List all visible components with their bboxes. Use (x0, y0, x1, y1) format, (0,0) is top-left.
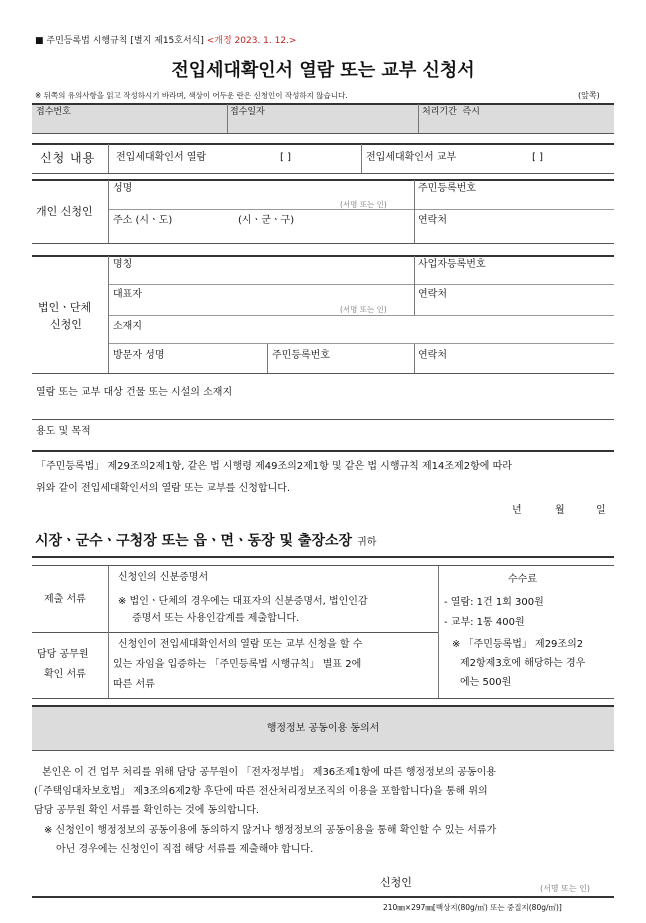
option-view: 전입세대확인서 열람 (116, 152, 207, 163)
page-title: 전입세대확인서 열람 또는 교부 신청서 (171, 60, 475, 81)
verify-docs-line-3: 따른 서류 (113, 679, 155, 690)
submit-docs-label: 제출 서류 (44, 594, 86, 605)
date-month-label: 월 (555, 505, 565, 516)
corporate-section-label-2: 신청인 (50, 318, 82, 331)
processing-period-label: 처리기간 즉시 (422, 107, 480, 117)
individual-section-label: 개인 신청인 (36, 205, 93, 218)
representative-label: 대표자 (113, 289, 142, 300)
target-building-label: 열람 또는 교부 대상 건물 또는 시설의 소재지 (36, 387, 233, 398)
visitor-rrn-label: 주민등록번호 (272, 350, 330, 361)
corporate-brn-label: 사업자등록번호 (418, 259, 486, 270)
bullet: ■ (35, 36, 44, 46)
corporate-location-label: 소재지 (113, 321, 142, 332)
fee-line-2: - 교부: 1통 400원 (444, 617, 525, 628)
form-reference (35, 37, 296, 46)
submit-docs-line-1: 신청인의 신분증명서 (118, 572, 209, 583)
addressee (35, 532, 376, 548)
individual-address-label: 주소 (시ㆍ도) (113, 215, 173, 226)
page-side: (앞쪽) (578, 91, 600, 100)
fee-line-5: 에는 500원 (460, 677, 512, 688)
receipt-row (32, 103, 614, 134)
addressee-title: 시장ㆍ군수ㆍ구청장 또는 읍ㆍ면ㆍ동장 및 출장소장 (35, 533, 353, 549)
consent-note-line-1: ※ 신청인이 행정정보의 공동이용에 동의하지 않거나 행정정보의 공동이용을 통해 확인할 수 있는 서류가 (44, 825, 497, 836)
law-reference: 주민등록법 시행규칙 [별지 제15호서식] (46, 36, 204, 46)
individual-sign-hint: (서명 또는 인) (340, 200, 387, 209)
consent-applicant-label: 신청인 (380, 876, 412, 889)
individual-rrn-label: 주민등록번호 (418, 183, 476, 194)
request-label: 신청 내용 (40, 151, 96, 165)
consent-title: 행정정보 공동이용 동의서 (266, 723, 380, 734)
consent-sign-hint: (서명 또는 인) (540, 884, 590, 893)
processing-period-value: 즉시 (462, 107, 480, 117)
verify-docs-line-2: 있는 자임을 입증하는 「주민등록법 시행규칙」 별표 2에 (113, 659, 362, 670)
fee-line-4: 제2항제3호에 해당하는 경우 (460, 658, 586, 669)
revision-date: <개정 2023. 1. 12.> (206, 36, 297, 46)
verify-docs-line-1: 신청인이 전입세대확인서의 열람 또는 교부 신청을 할 수 (118, 639, 363, 650)
submit-docs-line-3: 증명서 또는 사용인감계를 제출합니다. (132, 613, 300, 624)
corporate-sign-hint: (서명 또는 인) (340, 305, 387, 314)
receipt-number-label: 접수번호 (36, 107, 71, 117)
corporate-section-label-1: 법인ㆍ단체 (38, 301, 92, 314)
statement-line-2: 위와 같이 전입세대확인서의 열람 또는 교부를 신청합니다. (36, 483, 291, 494)
submit-docs-line-2: ※ 법인ㆍ단체의 경우에는 대표자의 신분증명서, 법인인감 (118, 596, 368, 607)
consent-note-line-2: 아닌 경우에는 신청인이 직접 해당 서류를 제출해야 합니다. (56, 844, 314, 855)
fee-line-1: - 열람: 1건 1회 300원 (444, 597, 544, 608)
individual-district-label: (시ㆍ군ㆍ구) (238, 215, 295, 226)
consent-line-2: (「주택임대차보호법」 제3조의6제2항 후단에 따른 전산처리정보조직의 이용을 포함합니다)을 통해 위의 (34, 786, 488, 797)
addressee-suffix: 귀하 (357, 537, 377, 548)
purpose-label: 용도 및 목적 (36, 426, 91, 437)
receipt-date-label: 접수일자 (230, 107, 265, 117)
individual-contact-label: 연락처 (418, 215, 447, 226)
option-issue-checkbox[interactable]: [ ] (532, 152, 543, 163)
verify-docs-label-2: 확인 서류 (44, 669, 86, 680)
notice-text: ※ 뒤쪽의 유의사항을 읽고 작성하시기 바라며, 색상이 어두운 란은 신청인이 작성하지 않습니다. (35, 91, 348, 100)
statement-line-1: 「주민등록법」 제29조의2제1항, 같은 법 시행령 제49조의2제1항 및 같은 법 시행규칙 제14조제2항에 따라 (36, 461, 512, 472)
date-day-label: 일 (596, 505, 606, 516)
paper-spec: 210㎜×297㎜[백상지(80g/㎡) 또는 중질지(80g/㎡)] (383, 903, 562, 912)
corporate-name-label: 명칭 (113, 259, 133, 270)
corporate-contact-label: 연락처 (418, 289, 447, 300)
date-year-label: 년 (512, 505, 522, 516)
consent-line-3: 담당 공무원 확인 서류를 확인하는 것에 동의합니다. (34, 805, 260, 816)
fee-line-3: ※ 「주민등록법」 제29조의2 (452, 639, 584, 650)
consent-line-1: 본인은 이 건 업무 처리를 위해 담당 공무원이 「전자정부법」 제36조제1항에 따른 행정정보의 공동이용 (42, 767, 496, 778)
option-view-checkbox[interactable]: [ ] (280, 152, 291, 163)
visitor-name-label: 방문자 성명 (113, 350, 165, 361)
option-issue: 전입세대확인서 교부 (366, 152, 457, 163)
verify-docs-label-1: 담당 공무원 (37, 649, 89, 660)
individual-name-label: 성명 (113, 183, 133, 194)
visitor-contact-label: 연락처 (418, 350, 447, 361)
fee-title: 수수료 (508, 574, 537, 585)
